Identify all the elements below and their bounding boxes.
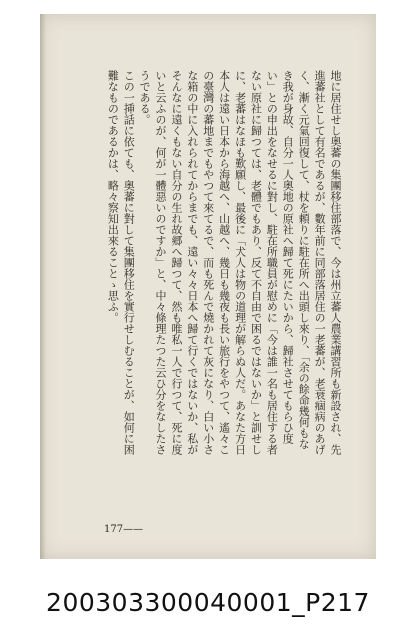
image-identifier-caption: 200303300040001_P217 xyxy=(46,588,370,617)
body-paragraph-2: この一挿話に依ても、奥蕃に對して集團移住を實行せしむることが、如何に困難なものであるかは、略々察知出來ることゝ思ふ。 xyxy=(106,70,136,455)
vertical-text-body xyxy=(99,70,343,460)
body-paragraph-1: 地に居住せし奥蕃の集團移住部落で、今は州立蕃人農業講習所も新設され、先進蕃社として有名であるが、數年前に同部落居住の一老蕃が、老衰痼病のあげく、漸く元氣回復して、杖を頼りに駐在所へ出頭し來り、「余の餘命幾何もなき我が身故、自分一人奥地の原社へ歸て死にたいから、歸社させてもらひ度い」との申出をなせるに對し、駐在所職員が慰めに「今は誰一名も居住する者ない原社に歸つては、老體でもあり、反て不自由で困るではないか」と訓せしに、老蕃はなほも歎願し、最後に「犬人は物の道理が解らぬ人だ。あなた方日本人は遠い日本から海越へ、山越へ、幾日も幾夜も長い旅行をやつて、遙々この臺灣の蕃地までもやつて來てるで、而も死んで燒かれて灰になり、白い小さな箱の中に入れられてからまでも、遠い々々日本へ歸て行くではないか、私がそんなに遠くもない自分の生れ故郷へ歸つて、然も唯私一人で行つて、死に度いと云ふのが、何が一體惡いのですか」と、中々條理たつた云ひ分をなしたさうである。 xyxy=(138,70,342,455)
page-number: 177—— xyxy=(104,524,144,535)
page-binding-shadow xyxy=(40,14,46,559)
